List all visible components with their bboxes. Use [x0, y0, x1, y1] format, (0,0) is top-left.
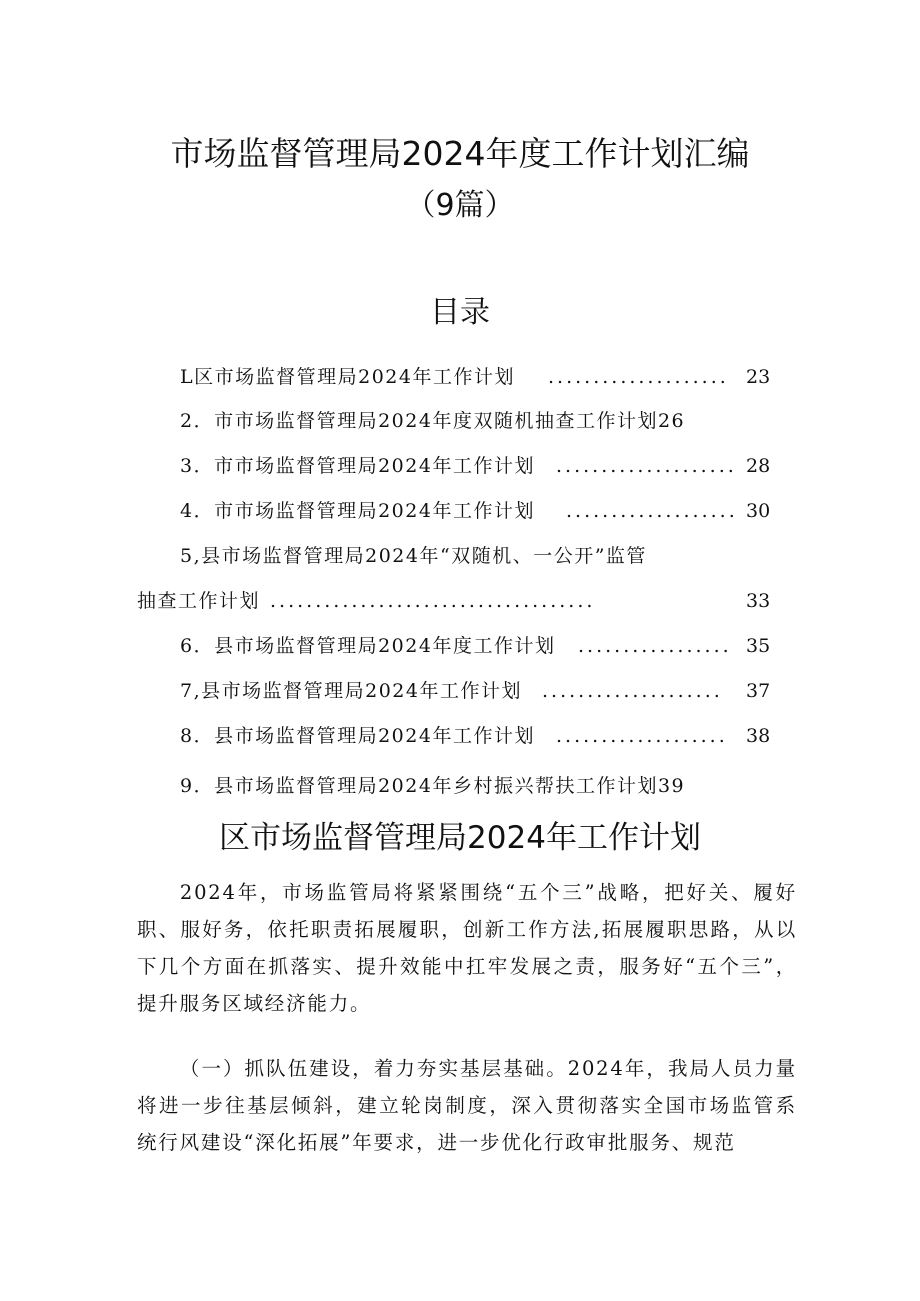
toc-item-label: 3．市市场监督管理局2024年工作计划 [180, 455, 535, 477]
toc-item-label: L区市场监督管理局2024年工作计划 [180, 366, 515, 388]
toc-item-leader: ................. [578, 635, 732, 657]
toc-item[interactable] [0, 631, 920, 661]
toc-item-label: 2．市市场监督管理局2024年度双随机抽查工作计划26 [180, 410, 686, 432]
body-paragraph: 2024年，市场监管局将紧紧围绕“五个三”战略，把好关、履好职、服好务，依托职责拓展履职，创新工作方法,拓展履职思路，从以下几个方面在抓落实、提升效能中扛牢发展之责，服务好“五个三”，提升服务区域经济能力。 [137, 881, 797, 1015]
document-subtitle: （9篇） [405, 188, 515, 223]
toc-item[interactable] [0, 541, 920, 571]
toc-item-page: 23 [746, 366, 771, 388]
toc-item[interactable] [0, 676, 920, 706]
toc-item-label: 5,县市场监督管理局2024年“双随机、一公开”监管 [180, 545, 647, 567]
toc-item-leader: ................... [556, 725, 728, 747]
toc-item[interactable] [0, 406, 920, 436]
document-title: 市场监督管理局2024年度工作计划汇编 [170, 134, 750, 173]
toc-item[interactable] [0, 771, 920, 801]
toc-item-page: 30 [746, 500, 771, 522]
toc-item-leader: .................... [556, 455, 737, 477]
toc-item-leader: ................... [566, 500, 738, 522]
toc-item-label: 8．县市场监督管理局2024年工作计划 [180, 725, 535, 747]
toc-item-page: 28 [746, 455, 771, 477]
toc-item-leader: .................................... [270, 590, 596, 612]
toc-item-label: 4．市市场监督管理局2024年工作计划 [180, 500, 535, 522]
toc-item[interactable] [0, 586, 920, 616]
toc-heading: 目录 [430, 295, 490, 330]
toc-item[interactable] [0, 362, 920, 392]
toc-item[interactable] [0, 451, 920, 481]
toc-item-label: 抽查工作计划 [137, 590, 261, 612]
section-title: 区市场监督管理局2024年工作计划 [219, 820, 701, 856]
toc-item[interactable] [0, 496, 920, 526]
toc-item-label: 7,县市场监督管理局2024年工作计划 [180, 680, 522, 702]
toc-item-label: 6．县市场监督管理局2024年度工作计划 [180, 635, 556, 657]
toc-item[interactable] [0, 721, 920, 751]
toc-item-page: 33 [746, 590, 771, 612]
toc-item-page: 38 [746, 725, 771, 747]
toc-item-leader: .................... [548, 366, 729, 388]
toc-item-page: 35 [746, 635, 771, 657]
toc-item-label: 9．县市场监督管理局2024年乡村振兴帮扶工作计划39 [180, 775, 686, 797]
toc-item-page: 37 [746, 680, 771, 702]
body-paragraph: （一）抓队伍建设，着力夯实基层基础。2024年，我局人员力量将进一步往基层倾斜，建立轮岗制度，深入贯彻落实全国市场监管系统行风建设“深化拓展”年要求，进一步优化行政审批服务、规范 [137, 1057, 797, 1154]
toc-item-leader: .................... [542, 680, 723, 702]
